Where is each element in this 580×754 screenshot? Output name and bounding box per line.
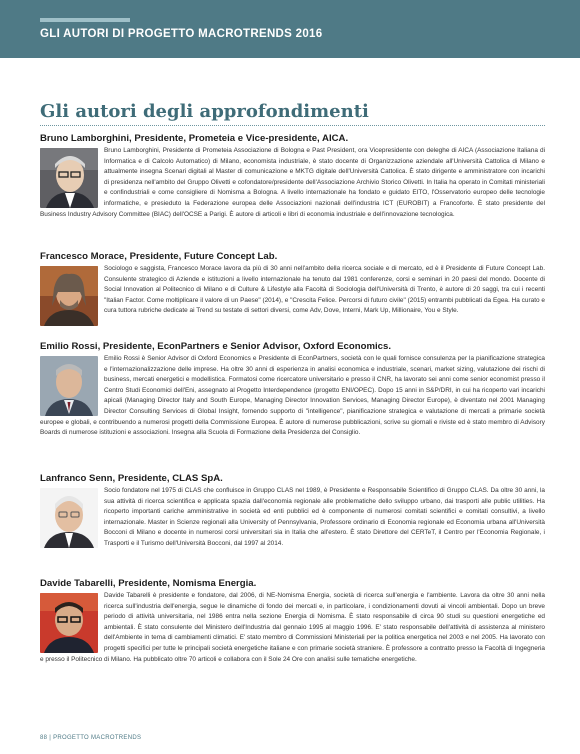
author-entry bbox=[40, 473, 545, 550]
header-title: GLI AUTORI DI PROGETTO MACROTRENDS 2016 bbox=[40, 28, 323, 40]
page-footer: 88 | PROGETTO MACROTRENDS bbox=[40, 735, 142, 741]
author-photo bbox=[40, 148, 98, 208]
author-name: Emilio Rossi, Presidente, EconPartners e Senior Advisor, Oxford Economics. bbox=[40, 341, 391, 352]
author-bio: Bruno Lamborghini, Presidente di Prometeia Associazione di Bologna e Past President, ora Vicepresidente con deleghe di AICA (Associazione Italiana di Informatica e di Calcolo Automatico) di Milano, economista industriale, è stato docente di Organizzazione aziendale all'Università Cattolica di Milano e attualmente insegna Scenari digitali al Master di comunicazione e MKTG digitale dell'Università Cattolica. È stato dirigente e amministratore con incarichi di presidenza nell'ambito del Gruppo Olivetti e cofondatore/presidente dell'Associazione Archivio Storico Olivetti. In Italia ha operato in Comitati ministeriali e confindustriali e come consigliere di Nomisma a Bologna. A livello internazionale ha fondato e guidato EITO, l'Osservatorio europeo delle tecnologie informatiche, e presieduto la Federazione europea delle Associazioni nazionali dell'industria ICT (EUROBIT) a Francoforte. È stato presidente del Business Industry Advisory Committee (BIAC) dell'OCSE a Parigi. È autore di articoli e libri di economia industriale e dell'innovazione tecnologica. bbox=[40, 147, 545, 218]
header-accent-rule bbox=[40, 18, 130, 22]
author-entry bbox=[40, 251, 545, 326]
author-name: Lanfranco Senn, Presidente, CLAS SpA. bbox=[40, 473, 223, 484]
author-photo bbox=[40, 266, 98, 326]
author-name: Davide Tabarelli, Presidente, Nomisma Energia. bbox=[40, 578, 257, 589]
author-name: Bruno Lamborghini, Presidente, Prometeia e Vice-presidente, AICA. bbox=[40, 133, 349, 144]
author-entry bbox=[40, 341, 545, 439]
author-name: Francesco Morace, Presidente, Future Concept Lab. bbox=[40, 251, 278, 262]
author-bio: Emilio Rossi è Senior Advisor di Oxford Economics e Presidente di EconPartners, società con le quali fornisce consulenza per la pianificazione strategica e l'internazionalizzazione delle imprese. Ha oltre 30 anni di esperienza in analisi economica e industriale, scenari, market sizing, valutazione dei rischi di business, mercati energetici e modellistica. Formatosi come ricercatore universitario e presso il CNR, ha lavorato sei anni come senior economist presso il Centro Studi Economici dell'Eni, assegnato al Progetto Interdependence (progetto ENI/OPEC). Dopo 15 anni in S&P/DRI, in cui ha ricoperto vari incarichi apicali (Managing Director Italy and South Europe, Managing Director Innovation Services, Managing Director Europe), è diventato nel 2001 Managing Director Consulting Services di Global Insight, fornendo supporto di "intelligence", pianificazione strategica e valutazione di mercati a primarie società europee e globali, e contribuendo a numerosi progetti della Commissione Europea. È autore di numerose pubblicazioni, scrive su giornali e riviste ed è stato membro di Advisory Boards di numerose istituzioni e associazioni. Insegna alla Scuola di Formazione della Presidenza del Consiglio. bbox=[40, 355, 545, 437]
author-bio: Davide Tabarelli è presidente e fondatore, dal 2006, di NE-Nomisma Energia, società di ricerca sull'energia e l'ambiente. Lavora da oltre 30 anni nella ricerca sull'industria dell'energia, segue le dinamiche di fondo dei mercati e, in particolare, i condizionamenti dovuti ai vincoli ambientali. Dopo un breve periodo di attività universitaria, nel 1986 entra nella sezione Energia di Nomisma. È stato responsabile di circa 90 studi su questioni energetiche ed ambientali. È stato consulente del Ministero dell'Industria dal gennaio 1995 al maggio 1996. E' stato responsabile dell'attività di assistenza al ministero dell'Ambiente in tema di cambiamenti climatici. E' stato membro di Commissioni Ministeriali per la politica energetica nel 2003 e nel 2005. Ha lavorato con progetti specifici per tutte le principali società energetiche italiane e con primarie società straniere. È professore a contratto presso la Facoltà di Ingegneria e presso il Politecnico di Milano. Ha pubblicato oltre 70 articoli e collabora con il Sole 24 Ore con analisi sulle tematiche energetiche. bbox=[40, 592, 545, 663]
author-photo bbox=[40, 356, 98, 416]
author-entry bbox=[40, 133, 545, 220]
author-photo bbox=[40, 488, 98, 548]
section-title: Gli autori degli approfondimenti bbox=[40, 101, 369, 122]
section-divider bbox=[40, 125, 545, 126]
author-photo bbox=[40, 593, 98, 653]
author-bio: Socio fondatore nel 1975 di CLAS che confluisce in Gruppo CLAS nel 1989, è Presidente e Responsabile Scientifico di Gruppo CLAS. Da oltre 30 anni, la sua attività di ricerca scientifica e applicata spazia dall'economia regionale alle problematiche dello sviluppo urbano, dai trasporti alle public utilities. Ha ricoperto importanti cariche amministrative in società ed enti pubblici ed è componente di numerosi comitati scientifici e comitati consultivi, a livello internazionale. Master in Scienze regionali alla University of Pennsylvania, Professore ordinario di Economia regionale ed Economia urbana all'Università Bocconi di Milano e docente in numerosi corsi universitari sia in Italia che all'estero. È stato Direttore del CERTeT, il Centro per l'Economia Regionale, i Trasporti e il Turismo dell'Università Bocconi, dal 1997 al 2014. bbox=[104, 487, 545, 547]
author-bio: Sociologo e saggista, Francesco Morace lavora da più di 30 anni nell'ambito della ricerca sociale e di mercato, ed è il Presidente di Future Concept Lab. Consulente strategico di Aziende e istituzioni a livello internazionale ha tenuto dal 1981 conferenze, corsi e seminari in 20 paesi del mondo. Docente di Social Innovation al Politecnico di Milano e di Culture & Lifestyle alla Facoltà di Sociologia dell'Università di Trento, è autore di 20 saggi, tra cui i recenti "Italian Factor. Come moltiplicare il valore di un Paese" (2014), e "Crescita Felice. Percorsi di futuro civile" (2015) entrambi pubblicati da Egea. Ha curato e cura tuttora rubriche dedicate ai Trend su testate di settori diversi, come Adv, Dove, Interni, Mark Up, Millionaire, You e Style. bbox=[104, 265, 545, 315]
author-entry bbox=[40, 578, 545, 665]
